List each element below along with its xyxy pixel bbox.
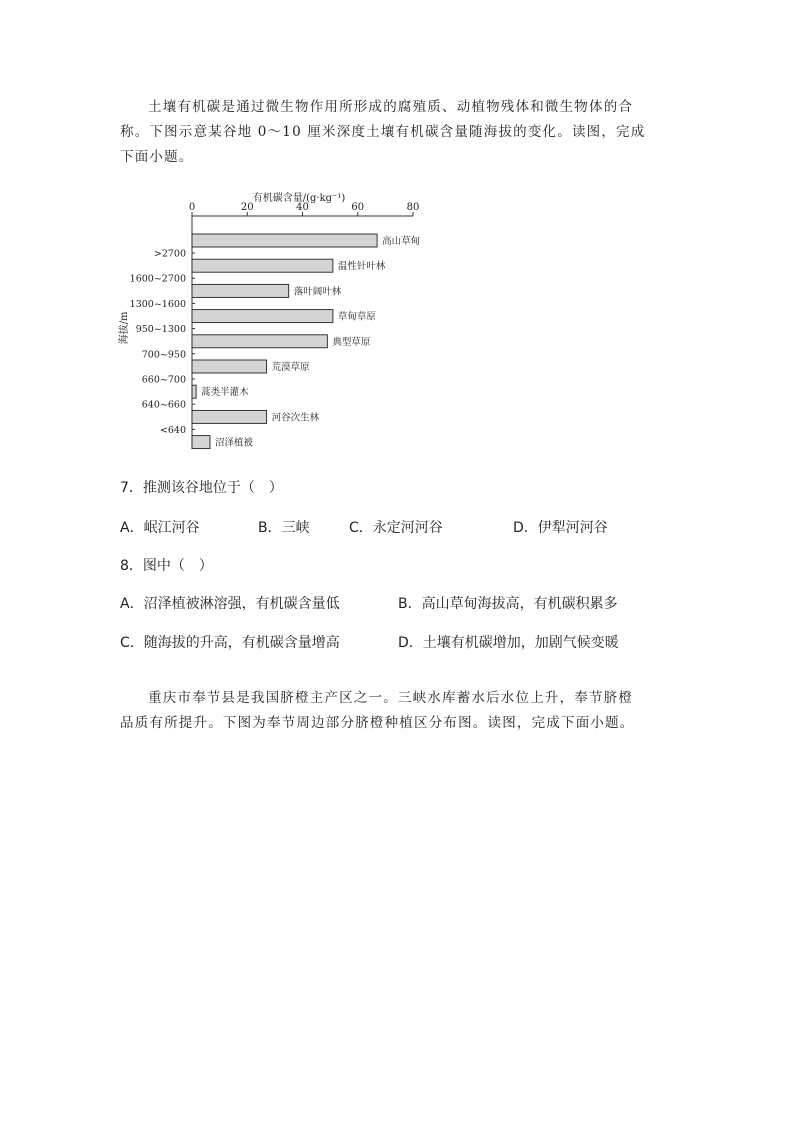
bar	[192, 335, 327, 348]
bar-category-label: 典型草原	[332, 336, 371, 348]
q7-option-c[interactable]: C．永定河河谷	[349, 520, 443, 536]
bar-category-label: 蒿类半灌木	[201, 387, 249, 399]
bar	[192, 410, 267, 423]
outro-line-2: 品质有所提升。下图为奉节周边部分脐橙种植区分布图。读图，完成下面小题。	[120, 715, 635, 731]
chart-title: 有机碳含量/(g·kg⁻¹)	[252, 193, 346, 204]
altitude-label: 1300~1600	[129, 298, 186, 310]
altitude-label: 700~950	[141, 349, 186, 361]
bar	[192, 436, 210, 449]
bar	[192, 259, 333, 272]
altitude-label: 660~700	[141, 374, 186, 386]
x-tick-label: 60	[351, 202, 365, 213]
outro-paragraph	[120, 686, 676, 736]
q7-option-a[interactable]: A．岷江河谷	[120, 520, 200, 536]
altitude-label: >2700	[153, 248, 186, 260]
organic-carbon-chart	[110, 185, 440, 455]
bar	[192, 360, 267, 373]
bar	[192, 234, 377, 247]
bar-category-label: 沼泽植被	[214, 437, 253, 449]
intro-line-1: 土壤有机碳是通过微生物作用所形成的腐殖质、动植物残体和微生物体的合	[148, 99, 634, 115]
question-8-stem: 8．图中（ ）	[120, 558, 213, 574]
bar-category-label: 河谷次生林	[271, 412, 320, 424]
bar-category-label: 温性针叶林	[337, 261, 386, 273]
intro-line-2: 称。下图示意某谷地 0～10 厘米深度土壤有机碳含量随海拔的变化。读图，完成	[120, 124, 646, 140]
bar-category-label: 落叶阔叶林	[293, 286, 342, 298]
intro-paragraph	[120, 95, 676, 170]
x-tick-label: 80	[406, 202, 420, 213]
q8-option-c[interactable]: C．随海拔的升高，有机碳含量增高	[120, 635, 340, 651]
bar	[192, 385, 196, 398]
bar	[192, 284, 289, 297]
x-tick-label: 40	[296, 202, 309, 213]
q8-option-b[interactable]: B．高山草甸海拔高，有机碳积累多	[398, 596, 618, 612]
bar-category-label: 草甸草原	[337, 311, 376, 323]
intro-line-3: 下面小题。	[120, 149, 194, 165]
altitude-label: 1600~2700	[129, 273, 186, 285]
altitude-label: <640	[159, 424, 186, 436]
question-7-stem: 7．推测该谷地位于（ ）	[120, 480, 283, 496]
x-tick-label: 0	[188, 202, 196, 213]
altitude-label: 950~1300	[135, 324, 186, 336]
x-tick-label: 20	[240, 202, 254, 213]
bar	[192, 310, 333, 323]
q7-option-b[interactable]: B．三峡	[258, 520, 310, 536]
q8-option-a[interactable]: A．沼泽植被淋溶强，有机碳含量低	[120, 596, 340, 612]
altitude-label: 640~660	[141, 399, 186, 411]
y-axis-label: 海拔/m	[119, 311, 130, 345]
q8-option-d[interactable]: D．土壤有机碳增加，加剧气候变暖	[398, 635, 619, 651]
q7-option-d[interactable]: D．伊犁河河谷	[513, 520, 608, 536]
outro-line-1: 重庆市奉节县是我国脐橙主产区之一。三峡水库蓄水后水位上升，奉节脐橙	[148, 690, 634, 706]
bar-category-label: 荒漠草原	[271, 362, 310, 373]
bar-category-label: 高山草甸	[382, 236, 421, 247]
